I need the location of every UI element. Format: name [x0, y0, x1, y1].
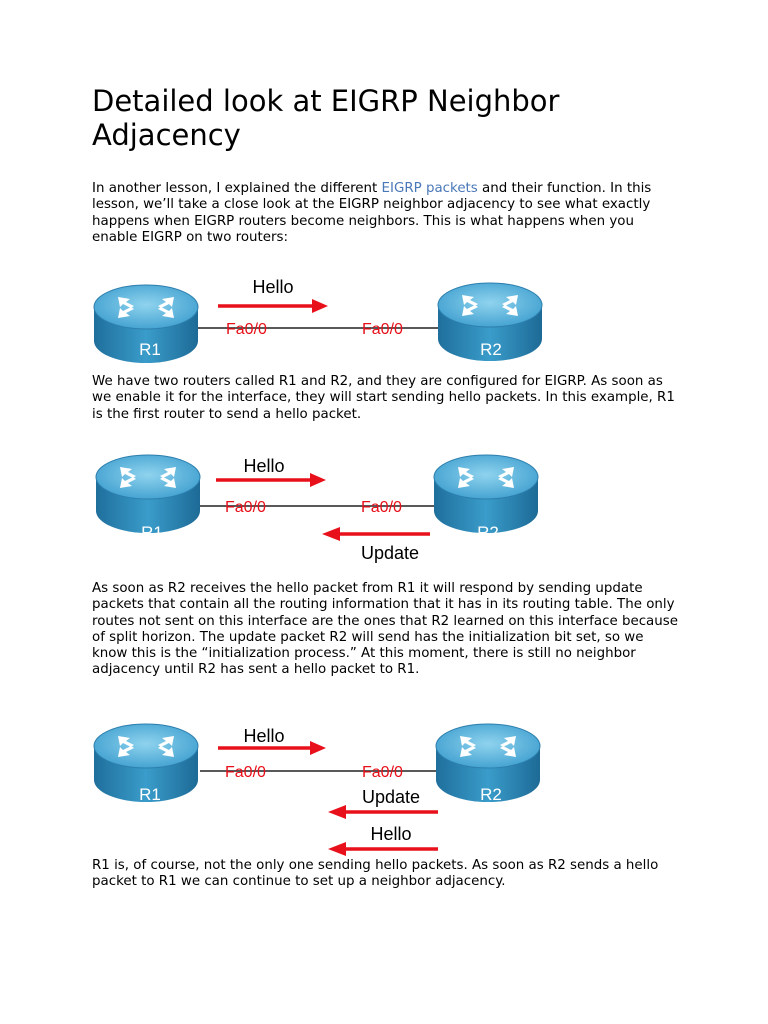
intro-text-after: and their function. In this lesson, we’ll take a close look at the EIGRP neighbor adjacency to see what exactly happens when EIGRP routers become neighbors. This is what happens when you enable EIGRP on two routers:	[92, 181, 652, 245]
update-arrow-label: Update	[360, 543, 420, 563]
r1-interface-label: Fa0/0	[225, 499, 266, 516]
hello-arrow-label: Hello	[252, 277, 294, 297]
paragraph-4: R1 is, of course, not the only one sending hello packets. As soon as R2 sends a hello packet to R1 we can continue to set up a neighbor adjacency.	[92, 858, 659, 890]
page-title: Detailed look at EIGRP Neighbor Adjacency	[92, 84, 560, 152]
router-r1-label: R1	[139, 785, 161, 804]
r2-interface-label: Fa0/0	[361, 499, 402, 516]
hello-arrow-label: Hello	[243, 456, 285, 476]
r1-interface-label: Fa0/0	[225, 764, 266, 781]
r2-interface-label: Fa0/0	[362, 764, 403, 781]
router-r2-icon	[436, 724, 540, 804]
diagram-update	[90, 452, 550, 567]
diagram-hello-reply	[90, 722, 550, 862]
router-r2-icon	[434, 455, 538, 542]
update-arrow-label: Update	[361, 787, 421, 807]
router-r2-icon	[438, 283, 542, 361]
diagram-hello	[90, 275, 550, 370]
router-r2-label: R2	[480, 340, 502, 359]
router-r1-label: R1	[141, 523, 163, 542]
intro-paragraph	[92, 181, 682, 246]
intro-text-before: In another lesson, I explained the different	[92, 181, 382, 196]
r2-interface-label: Fa0/0	[362, 321, 403, 338]
hello-reply-arrow-left	[328, 842, 438, 856]
hello-reply-arrow-label: Hello	[370, 824, 412, 844]
router-r1-icon	[94, 724, 198, 804]
router-r2-label: R2	[480, 785, 502, 804]
update-arrow-left	[322, 527, 430, 541]
router-r1-icon	[94, 285, 198, 363]
router-r1-icon	[96, 455, 200, 542]
hello-arrow-label: Hello	[243, 726, 285, 746]
router-r1-label: R1	[139, 340, 161, 359]
update-arrow-left	[328, 805, 438, 819]
hello-arrow-right	[218, 299, 328, 313]
eigrp-packets-link[interactable]: EIGRP packets	[381, 181, 478, 196]
router-r2-label: R2	[477, 523, 499, 542]
paragraph-3: As soon as R2 receives the hello packet from R1 it will respond by sending update packets that contain all the routing information that it has in its routing table. The only routes not sent on this interface are the ones that R2 learned on this interface because of split horizon. The update packet R2 will send has the initialization bit set, so we know this is the “initialization process.” At this moment, there is still no neighbor adjacency until R2 has sent a hello packet to R1.	[92, 581, 678, 678]
r1-interface-label: Fa0/0	[226, 321, 267, 338]
paragraph-2: We have two routers called R1 and R2, and they are configured for EIGRP. As soon as we enable it for the interface, they will start sending hello packets. In this example, R1 is the first router to send a hello packet.	[92, 374, 675, 422]
